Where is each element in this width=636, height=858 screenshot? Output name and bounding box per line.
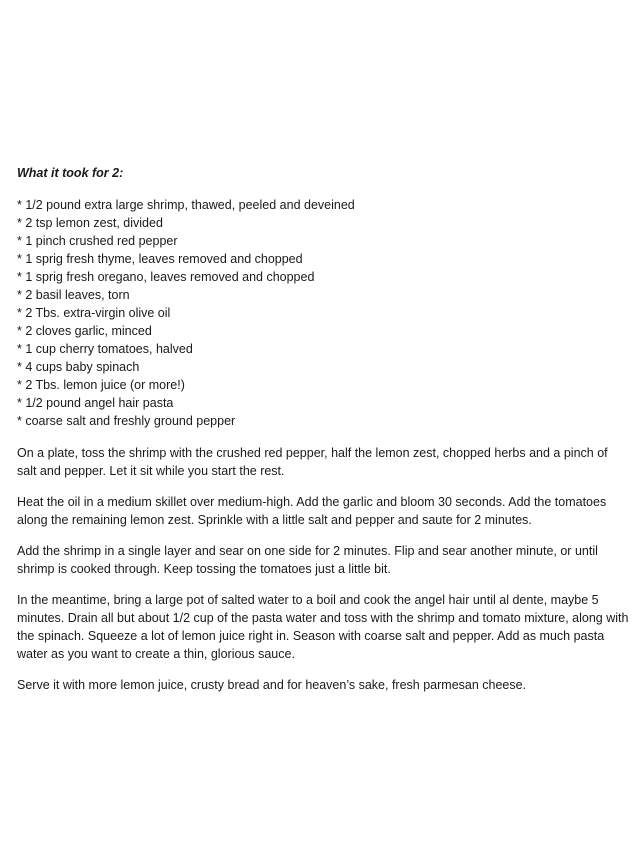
ingredient-item: * 1/2 pound angel hair pasta: [17, 396, 174, 410]
ingredient-item: * 2 basil leaves, torn: [17, 288, 130, 302]
ingredient-list: [17, 196, 629, 430]
ingredient-item: * 2 Tbs. extra-virgin olive oil: [17, 306, 171, 320]
instruction-step: Serve it with more lemon juice, crusty bread and for heaven’s sake, fresh parmesan cheese.: [17, 678, 527, 692]
ingredient-item: * 2 cloves garlic, minced: [17, 324, 152, 338]
instruction-step: On a plate, toss the shrimp with the crushed red pepper, half the lemon zest, chopped herbs and a pinch of salt and pepper. Let it sit while you start the rest.: [17, 446, 608, 478]
ingredient-item: * 1 sprig fresh thyme, leaves removed and chopped: [17, 252, 303, 266]
recipe-heading: What it took for 2:: [17, 166, 124, 180]
recipe-content: [17, 164, 629, 707]
ingredient-item: * 1 sprig fresh oregano, leaves removed and chopped: [17, 270, 315, 284]
ingredient-item: * coarse salt and freshly ground pepper: [17, 414, 236, 428]
ingredient-item: * 4 cups baby spinach: [17, 360, 140, 374]
instruction-step: Heat the oil in a medium skillet over medium-high. Add the garlic and bloom 30 seconds. Add the tomatoes along the remaining lemon zest. Sprinkle with a little salt and pepper and saute for 2 minutes.: [17, 495, 607, 527]
ingredient-item: * 1 pinch crushed red pepper: [17, 234, 178, 248]
instruction-step: Add the shrimp in a single layer and sear on one side for 2 minutes. Flip and sear another minute, or until shrimp is cooked through. Keep tossing the tomatoes just a little bit.: [17, 544, 598, 576]
ingredient-item: * 2 Tbs. lemon juice (or more!): [17, 378, 185, 392]
ingredient-item: * 1 cup cherry tomatoes, halved: [17, 342, 193, 356]
instruction-step: In the meantime, bring a large pot of salted water to a boil and cook the angel hair until al dente, maybe 5 minutes. Drain all but about 1/2 cup of the pasta water and toss with the shrimp and tomato mixture, along with the spinach. Squeeze a lot of lemon juice right in. Season with coarse salt and pepper. Add as much pasta water as you want to create a thin, glorious sauce.: [17, 593, 629, 661]
ingredient-item: * 2 tsp lemon zest, divided: [17, 216, 163, 230]
ingredient-item: * 1/2 pound extra large shrimp, thawed, peeled and deveined: [17, 198, 355, 212]
